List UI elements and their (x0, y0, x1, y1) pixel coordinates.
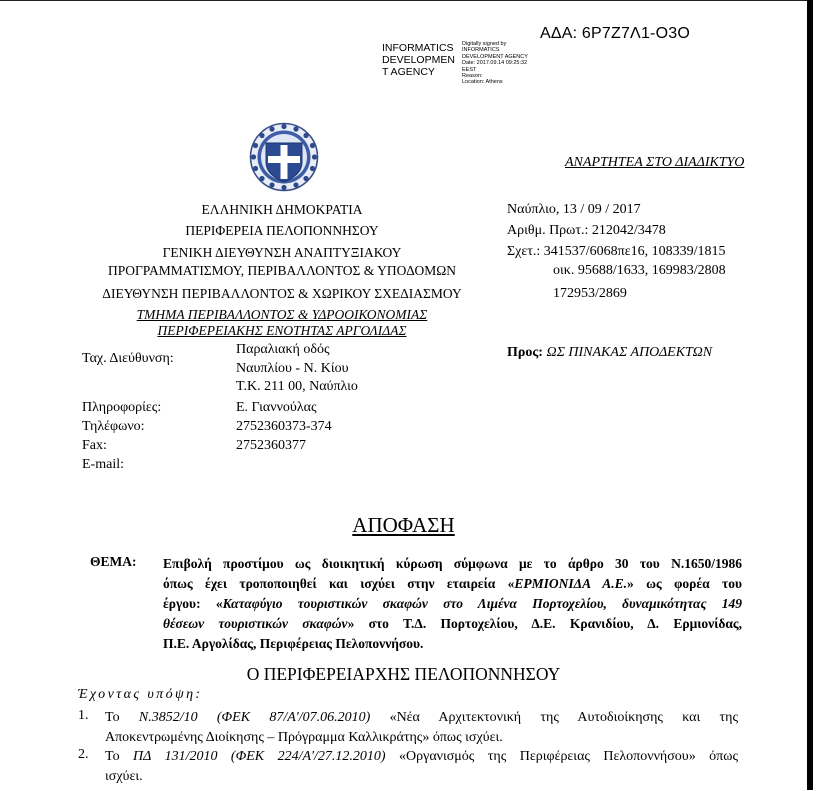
item-line: ισχύει. (105, 769, 143, 784)
subject-text-part: όπως έχει τροποποιηθεί και ισχύει στην εταιρεία « (163, 576, 515, 591)
item-law-ref: Ν.3852/10 (ΦΕΚ 87/Α'/07.06.2010) (138, 710, 371, 725)
fax-value: 2752360377 (236, 438, 306, 453)
phone-label: Τηλέφωνο: (82, 419, 145, 434)
subject-text-part: » στο Τ.Δ. Πορτοχελίου, Δ.Ε. Κρανιδίου, Δ. Ερμιονίδας, (347, 616, 742, 631)
subject-text (163, 554, 742, 654)
item-law-ref: ΠΔ 131/2010 (ΦΕΚ 224/Α'/27.12.2010) (133, 749, 386, 764)
subject-line: Επιβολή προστίμου ως διοικητική κύρωση σύμφωνα με το άρθρο 30 του Ν.1650/1986 (163, 556, 742, 571)
header-line-programming: ΠΡΟΓΡΑΜΜΑΤΙΣΜΟΥ, ΠΕΡΙΒΑΛΛΟΝΤΟΣ & ΥΠΟΔΟΜΩΝ (107, 263, 457, 278)
document-date: Ναύπλιο, 13 / 09 / 2017 (507, 202, 641, 217)
signature-detail: Date: 2017.09.14 09:25:32 (462, 60, 528, 67)
item-number: 2. (78, 747, 89, 762)
item-text: Το (105, 749, 134, 764)
signature-detail: INFORMATICS (462, 47, 500, 54)
address-label: Ταχ. Διεύθυνση: (82, 351, 174, 366)
subject-company: ΕΡΜΙΟΝΙΔΑ Α.Ε. (514, 576, 627, 591)
header-line-directorate: ΔΙΕΥΘΥΝΣΗ ΠΕΡΙΒΑΛΛΟΝΤΟΣ & ΧΩΡΙΚΟΥ ΣΧΕΔΙΑΣΜΟΥ (102, 286, 462, 301)
related-refs-1: Σχετ.: 341537/6068πε16, 108339/1815 (507, 244, 726, 259)
related-refs-2: οικ. 95688/1633, 169983/2808 (553, 263, 726, 278)
signer-line: DEVELOPMEN (382, 54, 455, 66)
address-line: Ναυπλίου - Ν. Κίου (236, 361, 349, 376)
subject-line (163, 594, 742, 614)
signer-line: INFORMATICS (382, 42, 454, 54)
recipients (507, 345, 712, 361)
address-line: Παραλιακή οδός (236, 342, 330, 357)
info-label: Πληροφορίες: (82, 400, 162, 415)
subject-label: ΘΕΜΑ: (90, 554, 137, 569)
header-line-directorate-general: ΓΕΝΙΚΗ ΔΙΕΥΘΥΝΣΗ ΑΝΑΠΤΥΞΙΑΚΟΥ (162, 245, 402, 260)
recipients-value: ΩΣ ΠΙΝΑΚΑΣ ΑΠΟΔΕΚΤΩΝ (546, 345, 713, 360)
considering-item (105, 708, 738, 748)
subject-text-part: έργου: « (163, 596, 223, 611)
header-line-department: ΤΜΗΜΑ ΠΕΡΙΒΑΛΛΟΝΤΟΣ & ΥΔΡΟΟΙΚΟΝΟΜΙΑΣ (136, 307, 428, 322)
signature-detail: Digitally signed by (462, 41, 507, 47)
subject-line: Π.Ε. Αργολίδας, Περιφέρειας Πελοποννήσου. (163, 636, 424, 651)
publish-online-notice: ΑΝΑΡΤΗΤΕΑ ΣΤΟ ΔΙΑΔΙΚΤΥΟ (565, 155, 745, 170)
subject-project: θέσεων τουριστικών σκαφών (163, 616, 348, 631)
fax-label: Fax: (82, 438, 107, 453)
ada-code: ΑΔΑ: 6Ρ7Ζ7Λ1-Ο3Ο (540, 25, 690, 42)
item-text: «Οργανισμός της Περιφέρειας Πελοποννήσου» όπως (385, 749, 738, 764)
item-line (105, 747, 738, 767)
signature-detail: EEST (462, 66, 477, 73)
email-label: E-mail: (82, 457, 124, 472)
related-refs-3: 172953/2869 (553, 286, 627, 301)
address-line: Τ.Κ. 211 00, Ναύπλιο (236, 379, 358, 394)
signature-details (462, 41, 528, 86)
signer-line: T AGENCY (382, 66, 435, 78)
subject-text-part: » ως φορέα του (626, 576, 743, 591)
subject-line (163, 574, 742, 594)
considering-heading: Έχοντας υπόψη: (78, 687, 203, 702)
phone-value: 2752360373-374 (236, 419, 332, 434)
document-title: ΑΠΟΦΑΣΗ (352, 513, 455, 537)
signature-detail: Reason: (462, 73, 483, 80)
signature-detail: Location: Athens (462, 79, 503, 86)
page-edge-shadow (807, 0, 813, 790)
considering-item (105, 747, 738, 787)
protocol-number: Αριθμ. Πρωτ.: 212042/3478 (507, 223, 666, 238)
item-text: «Νέα Αρχιτεκτονική της Αυτοδιοίκησης και της (370, 710, 738, 725)
header-line-unit: ΠΕΡΙΦΕΡΕΙΑΚΗΣ ΕΝΟΤΗΤΑΣ ΑΡΓΟΛΙΔΑΣ (157, 323, 407, 338)
header-line-region: ΠΕΡΙΦΕΡΕΙΑ ΠΕΛΟΠΟΝΝΗΣΟΥ (185, 223, 379, 238)
info-value: Ε. Γιαννούλας (236, 400, 317, 415)
header-line-republic: ΕΛΛΗΝΙΚΗ ΔΗΜΟΚΡΑΤΙΑ (201, 202, 363, 217)
governor-heading: Ο ΠΕΡΙΦΕΡΕΙΑΡΧΗΣ ΠΕΛΟΠΟΝΝΗΣΟΥ (246, 664, 561, 684)
item-number: 1. (78, 708, 89, 723)
item-line: Αποκεντρωμένης Διοίκησης – Πρόγραμμα Καλλικράτης» όπως ισχύει. (105, 730, 503, 745)
signature-signer (382, 42, 455, 78)
item-text: Το (105, 710, 139, 725)
greek-emblem-icon (249, 122, 319, 192)
signature-detail: DEVELOPMENT AGENCY (462, 53, 528, 60)
recipients-label: Προς: (507, 345, 543, 360)
subject-line (163, 614, 742, 634)
item-line (105, 708, 738, 728)
subject-project: Καταφύγιο τουριστικών σκαφών στο Λιμένα Πορτοχελίου, δυναμικότητας 149 (222, 596, 743, 611)
